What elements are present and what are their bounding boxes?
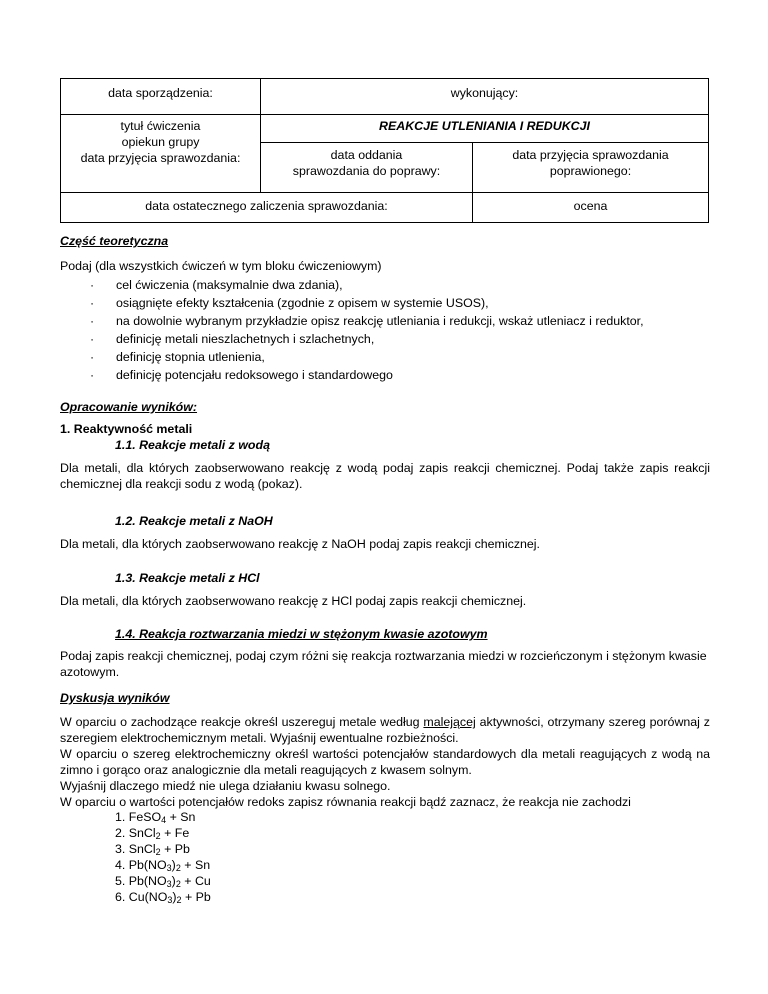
exercise-title-label: tytuł ćwiczenia — [120, 119, 201, 133]
grade-label: ocena — [473, 193, 709, 223]
bullet: · — [90, 368, 95, 382]
list-item: 6. $Cu(NO_3)_2 + Pb$ — [115, 890, 211, 905]
discussion-paragraph-3: Wyjaśnij dlaczego miedź nie ulega działaniu kwasu solnego. — [60, 779, 391, 793]
list-item: · definicję metali nieszlachetnych i szlachetnych, — [90, 332, 375, 346]
discussion-paragraph-2: W oparciu o szereg elektrochemiczny określ wartości potencjałów standardowych dla metali reagujących z wodą na zimno i gorąco oraz analogicznie dla metali reagujących z kwasem solnym. — [60, 747, 710, 777]
section-1-4-text: Podaj zapis reakcji chemicznej, podaj czym różni się reakcja roztwarzania miedzi w rozcieńczonym i stężonym kwasie azotowym. — [60, 649, 707, 679]
theory-intro: Podaj (dla wszystkich ćwiczeń w tym bloku ćwiczeniowym) — [60, 259, 382, 273]
bullet: · — [90, 296, 95, 310]
list-item: 1. FeSO$_4$ + Sn — [115, 810, 196, 825]
report-header-table — [60, 78, 709, 223]
theory-heading: Część teoretyczna — [60, 234, 169, 248]
left-labels-cell — [61, 115, 261, 193]
section-1-3-title: 1.3. Reakcje metali z HCl — [115, 571, 260, 585]
bullet: · — [90, 314, 95, 328]
group-supervisor-label: opiekun grupy — [121, 135, 200, 149]
section-1-2-text: Dla metali, dla których zaobserwowano reakcję z NaOH podaj zapis reakcji chemicznej. — [60, 537, 540, 551]
list-item: 4. $Pb(NO_3)_2 + Sn$ — [115, 858, 211, 873]
theory-list — [60, 276, 710, 384]
discussion-heading: Dyskusja wyników — [60, 691, 170, 705]
report-accept-date-label: data przyjęcia sprawozdania: — [80, 151, 241, 165]
list-item: 5. $Pb(NO_3)_2 + Cu$ — [115, 874, 211, 889]
list-item: · na dowolnie wybranym przykładzie opisz reakcję utleniania i redukcji, wskaż utleniacz i reduktor, — [90, 314, 644, 328]
list-item: · osiągnięte efekty kształcenia (zgodnie z opisem w systemie USOS), — [90, 296, 489, 310]
section-1-3-text: Dla metali, dla których zaobserwowano reakcję z HCl podaj zapis reakcji chemicznej. — [60, 594, 527, 608]
section-1-title: 1. Reaktywność metali — [60, 422, 193, 436]
section-1-1-title: 1.1. Reakcje metali z wodą — [115, 438, 270, 452]
results-heading: Opracowanie wyników: — [60, 400, 198, 414]
bullet: · — [90, 332, 95, 346]
date-prepared-cell: data sporządzenia: — [61, 79, 261, 115]
performer-cell: wykonujący: — [261, 79, 709, 115]
list-item: · cel ćwiczenia (maksymalnie dwa zdania), — [90, 278, 343, 292]
return-date-label: data oddania sprawozdania do poprawy: — [261, 143, 473, 192]
section-1-2-title: 1.2. Reakcje metali z NaOH — [115, 514, 273, 528]
bullet: · — [90, 350, 95, 364]
title-area-cell — [261, 115, 709, 193]
corrected-accept-date-label: data przyjęcia sprawozdania poprawionego: — [512, 148, 669, 178]
list-item: 2. SnCl$_2$ + Fe — [115, 826, 190, 841]
section-1-1-text: Dla metali, dla których zaobserwowano reakcję z wodą podaj zapis reakcji chemicznej. Podaj także zapis reakcji chemicznej dla reakcji sodu z wodą (pokaz). — [60, 461, 710, 491]
final-pass-date-label: data ostatecznego zaliczenia sprawozdania: — [61, 193, 473, 223]
bullet: · — [90, 278, 95, 292]
exercise-title: REAKCJE UTLENIANIA I REDUKCJI — [261, 115, 708, 143]
section-1-4-title: 1.4. Reakcja roztwarzania miedzi w stężonym kwasie azotowym — [115, 627, 488, 641]
discussion-paragraph-4: W oparciu o wartości potencjałów redoks zapisz równania reakcji bądź zaznacz, że reakcja nie zachodzi — [60, 795, 631, 809]
reactions-list — [115, 809, 211, 905]
list-item: · definicję stopnia utlenienia, — [90, 350, 265, 364]
discussion-paragraph-1: W oparciu o zachodzące reakcje określ uszereguj metale według malejącej aktywności, otrzymany szereg porównaj z szeregiem elektrochemicznym metali. Wyjaśnij ewentualne rozbieżności. — [60, 715, 711, 745]
list-item: 3. SnCl$_2$ + Pb — [115, 842, 190, 857]
list-item: · definicję potencjału redoksowego i standardowego — [90, 368, 393, 382]
